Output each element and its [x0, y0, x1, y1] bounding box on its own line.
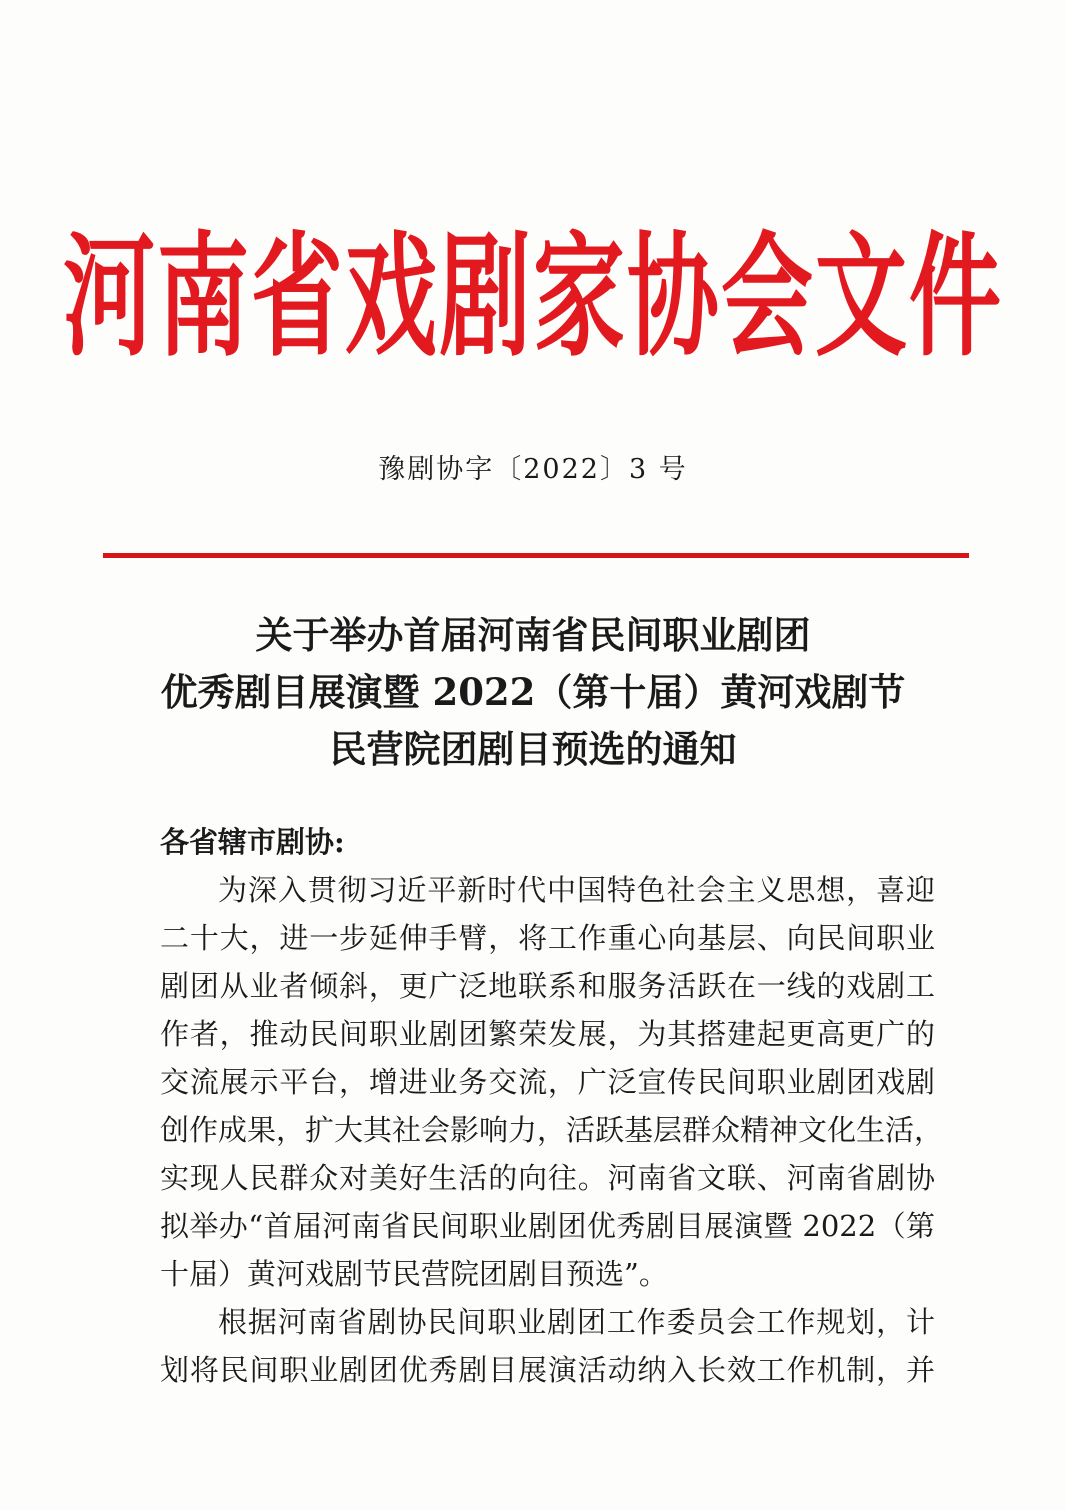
body-line: 实现人民群众对美好生活的向往。河南省文联、河南省剧协 [160, 1161, 935, 1195]
masthead-title: 河南省戏剧家协会文件 [62, 219, 1003, 375]
document-number: 豫剧协字〔2022〕3 号 [378, 454, 688, 485]
red-divider-line [103, 553, 969, 558]
body-line: 划将民间职业剧团优秀剧目展演活动纳入长效工作机制，并 [160, 1353, 935, 1387]
body-text [160, 866, 944, 1394]
body-line: 创作成果，扩大其社会影响力，活跃基层群众精神文化生活， [160, 1113, 944, 1147]
body-line: 根据河南省剧协民间职业剧团工作委员会工作规划，计 [218, 1305, 935, 1339]
body-line: 作者，推动民间职业剧团繁荣发展，为其搭建起更高更广的 [160, 1017, 935, 1051]
salutation: 各省辖市剧协: [160, 825, 345, 859]
body-line: 为深入贯彻习近平新时代中国特色社会主义思想，喜迎 [218, 873, 935, 907]
body-line: 剧团从业者倾斜，更广泛地联系和服务活跃在一线的戏剧工 [160, 969, 935, 1003]
paragraph [160, 1298, 935, 1394]
body-line: 交流展示平台，增进业务交流，广泛宣传民间职业剧团戏剧 [160, 1065, 935, 1099]
notice-title [0, 607, 1066, 778]
notice-title-line: 优秀剧目展演暨 2022（第十届）黄河戏剧节 [160, 670, 906, 714]
body-line: 拟举办“首届河南省民间职业剧团优秀剧目展演暨 2022（第 [160, 1209, 935, 1243]
paragraph [160, 866, 944, 1298]
notice-title-line: 民营院团剧目预选的通知 [329, 727, 737, 771]
body-line: 二十大，进一步延伸手臂，将工作重心向基层、向民间职业 [160, 921, 935, 955]
body-line: 十届）黄河戏剧节民营院团剧目预选”。 [160, 1257, 668, 1291]
notice-title-line: 关于举办首届河南省民间职业剧团 [255, 613, 811, 657]
